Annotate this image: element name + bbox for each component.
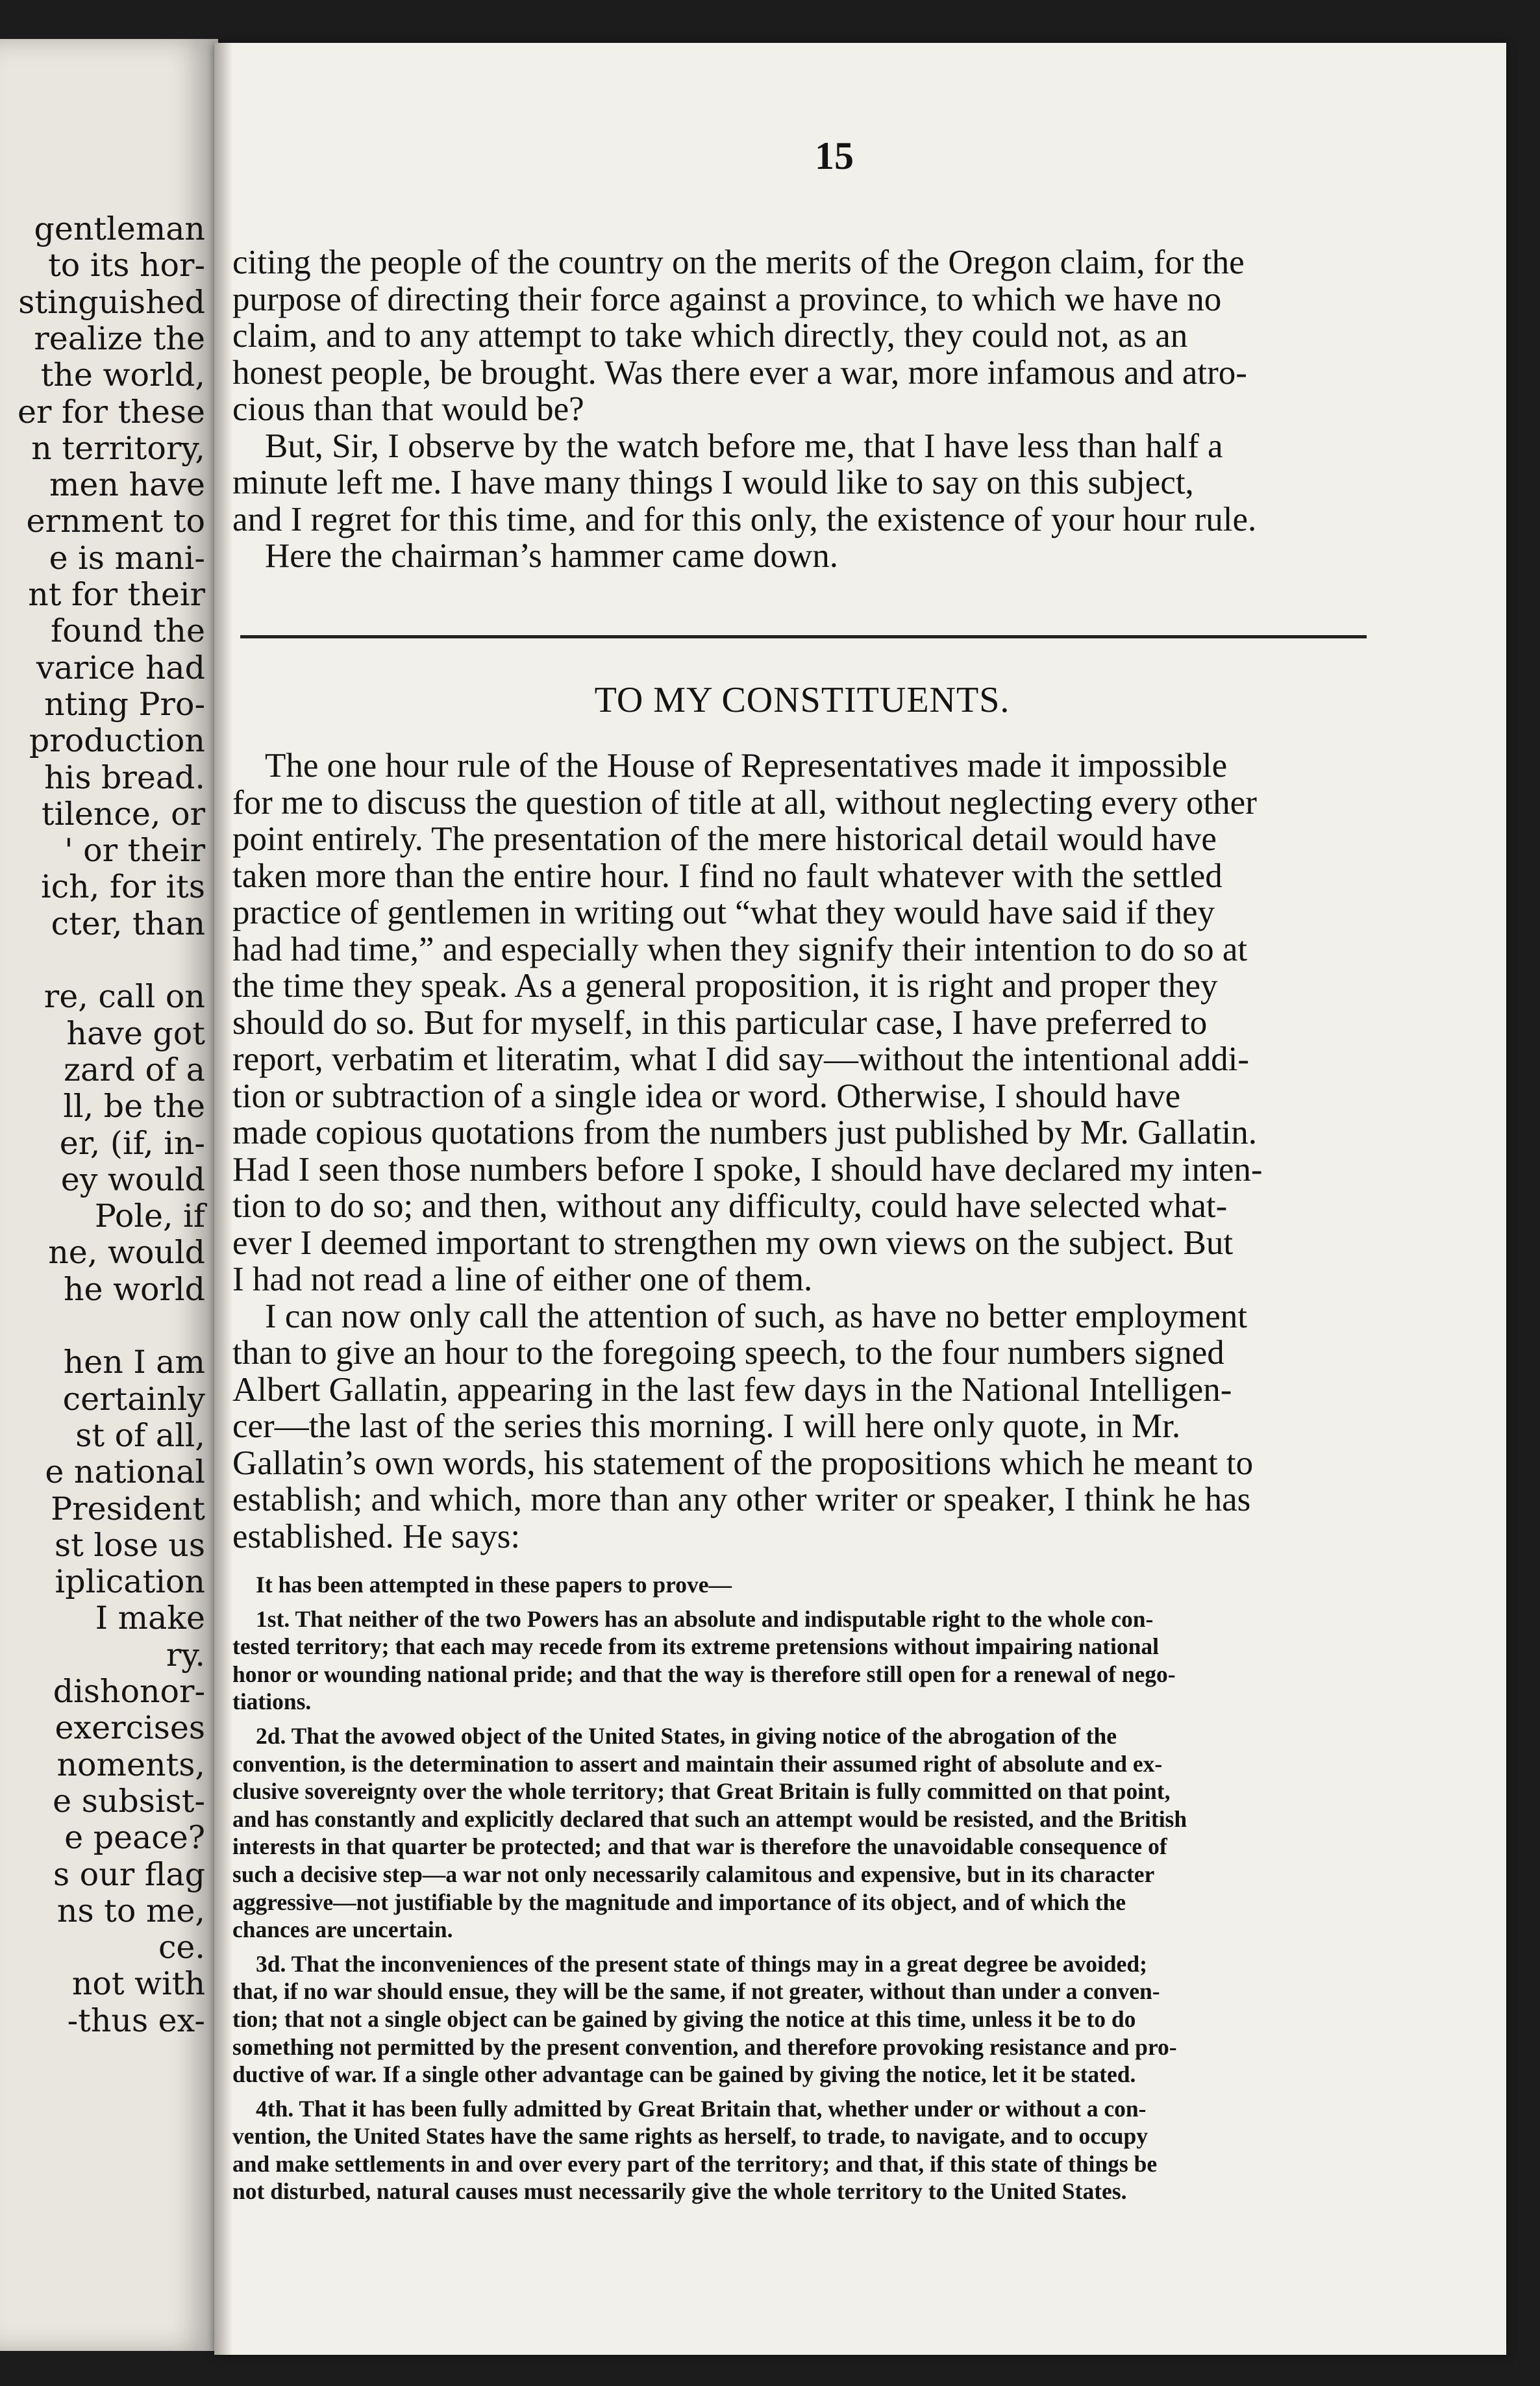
quote-line: clusive sovereignty over the whole territory; that Great Britain is fully committed on that point, — [232, 1778, 1171, 1805]
quote-line: vention, the United States have the same rights as herself, to trade, to navigate, and to occupy — [232, 2123, 1149, 2150]
facing-page-fragment: n territory, — [31, 429, 205, 467]
quote-intro: It has been attempted in these papers to prove— — [256, 1572, 732, 1598]
text-line: and I regret for this time, and for this only, the existence of your hour rule. — [232, 500, 1257, 538]
text-line: Albert Gallatin, appearing in the last few days in the National Intelligen- — [232, 1370, 1232, 1409]
quote-line: interests in that quarter be protected; and that war is therefore the unavoidable consequence of — [232, 1833, 1167, 1860]
facing-page-fragment: Pole, if — [94, 1198, 205, 1235]
facing-page-fragment: nting Pro- — [44, 685, 205, 723]
text-line: honest people, be brought. Was there ever a war, more infamous and atro- — [232, 353, 1247, 392]
quote-line: 2d. That the avowed object of the United States, in giving notice of the abrogation of the — [256, 1722, 1117, 1749]
facing-page-fragment: st lose us — [54, 1526, 205, 1564]
quote-item — [232, 2095, 1372, 2205]
facing-page-fragment: er, (if, in- — [59, 1124, 205, 1162]
facing-page-fragment: the world, — [40, 357, 205, 394]
facing-page-fragment: iplication — [55, 1563, 205, 1601]
facing-page-fragment: -thus ex- — [67, 2002, 205, 2039]
page-number: 15 — [815, 134, 854, 177]
text-line: The one hour rule of the House of Representatives made it impossible — [265, 747, 1228, 785]
facing-page-fragment: dishonor- — [53, 1673, 205, 1710]
text-line: I can now only call the attention of such, as have no better employment — [265, 1297, 1247, 1335]
facing-page-fragment: re, call on — [43, 978, 205, 1016]
quote-line: chances are uncertain. — [232, 1916, 453, 1943]
facing-page-fragment: President — [51, 1490, 205, 1527]
facing-page-fragment: cter, than — [51, 905, 205, 942]
quote-line: convention, is the determination to assert and maintain their assumed right of absolute and ex- — [232, 1750, 1163, 1777]
facing-page-fragment: ne, would — [48, 1234, 205, 1272]
facing-page-fragment: I make — [95, 1600, 205, 1637]
quote-line: such a decisive step—a war not only necessarily calamitous and expensive, but in its character — [232, 1861, 1155, 1887]
section-heading: TO MY CONSTITUENTS. — [594, 680, 1010, 720]
facing-page-fragment: men have — [49, 466, 205, 504]
text-line: established. He says: — [232, 1517, 521, 1555]
text-line: practice of gentlemen in writing out “what they would have said if they — [232, 894, 1215, 931]
facing-page-fragment: e subsist- — [53, 1782, 205, 1820]
facing-page — [0, 39, 218, 2351]
text-line: for me to discuss the question of title at all, without neglecting every other — [232, 783, 1257, 822]
facing-page-fragment: production — [29, 722, 205, 760]
quote-line: 1st. That neither of the two Powers has an absolute and indisputable right to the whole con- — [256, 1605, 1154, 1632]
text-line: establish; and which, more than any other writer or speaker, I think he has — [232, 1481, 1251, 1518]
facing-page-fragment: not with — [71, 1965, 205, 2003]
quote-line: tested territory; that each may recede from its extreme pretensions without impairing national — [232, 1633, 1159, 1660]
text-line: made copious quotations from the numbers just published by Mr. Gallatin. — [232, 1114, 1258, 1151]
facing-page-fragment: nt for their — [28, 576, 205, 613]
facing-page-fragment: ey would — [60, 1161, 205, 1198]
text-line: tion or subtraction of a single idea or word. Otherwise, I should have — [232, 1077, 1181, 1115]
facing-page-fragment: he world — [63, 1270, 205, 1308]
facing-page-fragment: st of all, — [75, 1416, 205, 1454]
quote-line: 3d. That the inconveniences of the present state of things may in a great degree be avoided; — [256, 1950, 1147, 1977]
facing-page-fragment: varice had — [36, 649, 205, 686]
speech-paragraph-1 — [232, 244, 1372, 428]
speech-conclusion — [232, 244, 1372, 575]
facing-page-fragment: ' or their — [64, 832, 205, 870]
text-line: purpose of directing their force against a province, to which we have no — [232, 280, 1222, 318]
facing-page-fragment: e is mani- — [49, 539, 205, 577]
text-line: Gallatin’s own words, his statement of the propositions which he meant to — [232, 1444, 1254, 1482]
facing-page-fragment: ernment to — [26, 503, 205, 540]
speech-paragraph-3: Here the chairman’s hammer came down. — [265, 537, 838, 575]
facing-page-fragment: ry. — [166, 1636, 205, 1674]
facing-page-fragment: to its hor- — [48, 247, 205, 284]
facing-page-fragment: certainly — [62, 1380, 205, 1418]
text-line: point entirely. The presentation of the mere historical detail would have — [232, 820, 1217, 858]
facing-page-fragment: found the — [51, 612, 205, 650]
quote-line: that, if no war should ensue, they will be the same, if not greater, without than under a conven- — [232, 1978, 1160, 2005]
quote-gap — [232, 2089, 1372, 2095]
quote-line: and make settlements in and over every part of the territory; and that, if this state of things be — [232, 2150, 1158, 2177]
letter-paragraph-1 — [232, 747, 1372, 1298]
quote-line: something not permitted by the present convention, and therefore provoking resistance and pro- — [232, 2033, 1177, 2060]
text-line: minute left me. I have many things I would like to say on this subject, — [232, 464, 1194, 501]
facing-page-fragment: ce. — [158, 1929, 205, 1966]
quote-line: tiations. — [232, 1689, 312, 1715]
quote-line: honor or wounding national pride; and that the way is therefore still open for a renewal of nego- — [232, 1661, 1176, 1687]
speech-paragraph-2 — [232, 428, 1372, 538]
quote-item — [232, 1950, 1372, 2089]
facing-page-fragment: his bread. — [44, 759, 205, 796]
quote-gap — [232, 1716, 1372, 1722]
quote-items — [232, 1599, 1372, 2205]
text-line: Had I seen those numbers before I spoke, I should have declared my inten- — [232, 1150, 1263, 1188]
facing-page-fragment: e national — [45, 1453, 205, 1491]
quote-line: ductive of war. If a single other advantage can be gained by giving the notice, let it be stated. — [232, 2061, 1136, 2088]
page-gutter — [214, 43, 232, 2355]
quote-line: 4th. That it has been fully admitted by Great Britain that, whether under or without a con- — [256, 2095, 1147, 2122]
text-line: should do so. But for myself, in this particular case, I have preferred to — [232, 1003, 1208, 1042]
text-line: cer—the last of the series this morning. I will here only quote, in Mr. — [232, 1407, 1181, 1445]
facing-page-fragment: ich, for its — [41, 868, 205, 906]
quote-line: not disturbed, natural causes must necessarily give the whole territory to the United States. — [232, 2178, 1127, 2205]
text-line: report, verbatim et literatim, what I did say—without the intentional addi- — [232, 1040, 1250, 1078]
constituents-letter — [232, 747, 1372, 1555]
text-line: had had time,” and especially when they signify their intention to do so at — [232, 930, 1248, 968]
letter-paragraph-2 — [232, 1298, 1372, 1555]
facing-page-fragment: have got — [66, 1014, 205, 1052]
text-line: I had not read a line of either one of them. — [232, 1261, 813, 1298]
text-line: ever I deemed important to strengthen my own views on the subject. But — [232, 1224, 1234, 1262]
facing-page-fragment: tilence, or — [41, 795, 205, 833]
facing-page-fragment: noments, — [56, 1746, 205, 1783]
section-divider — [240, 635, 1367, 638]
text-line: citing the people of the country on the merits of the Oregon claim, for the — [232, 244, 1245, 281]
text-line: than to give an hour to the foregoing speech, to the four numbers signed — [232, 1334, 1224, 1372]
quote-item — [232, 1722, 1372, 1944]
document-page — [214, 43, 1506, 2355]
text-line: taken more than the entire hour. I find no fault whatever with the settled — [232, 857, 1223, 895]
facing-page-fragment: hen I am — [63, 1344, 205, 1381]
text-line: claim, and to any attempt to take which directly, they could not, as an — [232, 317, 1188, 355]
facing-page-fragment: e peace? — [64, 1819, 205, 1857]
text-line: tion to do so; and then, without any difficulty, could have selected what- — [232, 1187, 1228, 1225]
facing-page-fragment: er for these — [17, 393, 205, 431]
gallatin-quotation — [232, 1571, 1372, 2205]
text-line: cious than that would be? — [232, 390, 584, 428]
quote-gap — [232, 1944, 1372, 1950]
facing-page-fragment: gentleman — [34, 210, 205, 247]
quote-line: tion; that not a single object can be gained by giving the notice at this time, unless it be to do — [232, 2005, 1136, 2032]
quote-gap — [232, 1599, 1372, 1605]
facing-page-fragment: ll, be the — [63, 1088, 205, 1125]
quote-line: and has constantly and explicitly declared that such an attempt would be resisted, and the British — [232, 1805, 1187, 1832]
quote-item — [232, 1605, 1372, 1716]
facing-page-fragment: zard of a — [64, 1051, 205, 1088]
facing-page-fragment: ns to me, — [56, 1892, 205, 1929]
quote-line: aggressive—not justifiable by the magnitude and importance of its object, and of which the — [232, 1889, 1126, 1915]
text-line: the time they speak. As a general proposition, it is right and proper they — [232, 967, 1218, 1005]
facing-page-fragment: exercises — [55, 1709, 205, 1747]
facing-page-fragment: stinguished — [18, 283, 205, 321]
facing-page-fragment: realize the — [34, 320, 205, 357]
facing-page-fragment: s our flag — [53, 1855, 205, 1893]
text-line: But, Sir, I observe by the watch before me, that I have less than half a — [265, 427, 1223, 465]
